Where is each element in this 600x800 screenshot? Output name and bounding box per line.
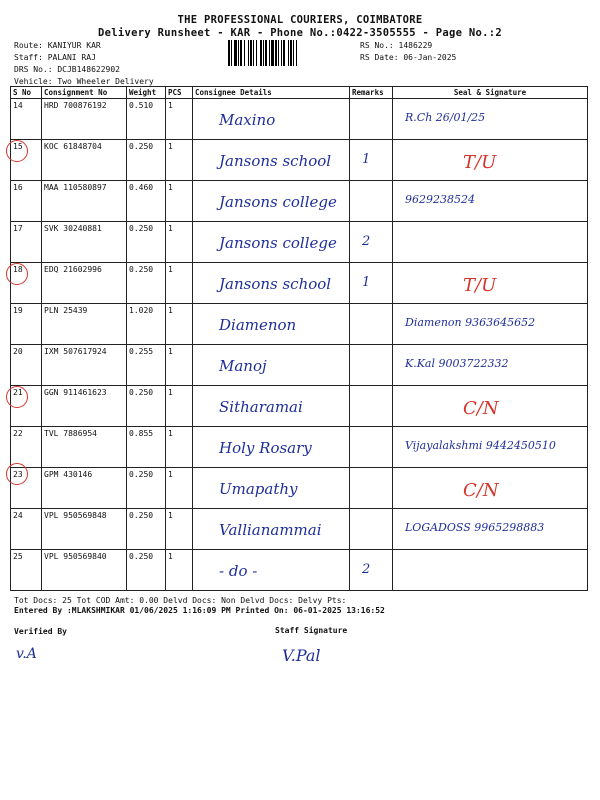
cell-consignment: VPL 950569840 <box>42 550 127 591</box>
cell-pcs: 1 <box>166 99 193 140</box>
remark-handwriting: 1 <box>362 152 371 167</box>
cell-remarks <box>350 263 393 304</box>
cell-consignee <box>193 140 350 181</box>
table-row <box>11 550 588 591</box>
cell-pcs: 1 <box>166 386 193 427</box>
cell-consignee <box>193 304 350 345</box>
cell-consignee <box>193 181 350 222</box>
sno-circle-23 <box>6 463 28 485</box>
cell-consignee <box>193 550 350 591</box>
cell-sno: 17 <box>11 222 42 263</box>
consignee-handwriting: Jansons school <box>219 152 332 170</box>
staff-label: Staff: PALANI RAJ <box>14 53 96 62</box>
cell-remarks <box>350 386 393 427</box>
table-row <box>11 468 588 509</box>
table-header-row <box>11 87 588 99</box>
table-row <box>11 509 588 550</box>
cell-pcs: 1 <box>166 550 193 591</box>
route-label: Route: KANIYUR KAR <box>14 41 101 50</box>
cell-pcs: 1 <box>166 181 193 222</box>
consignee-handwriting: Umapathy <box>219 480 298 498</box>
consignee-handwriting: Holy Rosary <box>219 439 312 457</box>
cell-seal-signature <box>393 263 588 304</box>
runsheet-table <box>10 86 588 591</box>
seal-handwriting: C/N <box>463 398 499 419</box>
totals-line: Tot Docs: 25 Tot COD Amt: 0.00 Delvd Docs: Non Delvd Docs: Delvy Pts: <box>14 596 347 605</box>
col-header-sno: S No <box>11 87 42 99</box>
cell-weight: 0.255 <box>127 345 166 386</box>
cell-remarks <box>350 468 393 509</box>
seal-handwriting: LOGADOSS 9965298883 <box>405 521 545 534</box>
cell-seal-signature <box>393 427 588 468</box>
cell-consignee <box>193 345 350 386</box>
cell-pcs: 1 <box>166 263 193 304</box>
cell-sno: 14 <box>11 99 42 140</box>
table-row <box>11 181 588 222</box>
consignee-handwriting: Sitharamai <box>219 398 303 416</box>
verified-by-label: Verified By <box>14 627 67 636</box>
cell-sno: 22 <box>11 427 42 468</box>
seal-handwriting: Diamenon 9363645652 <box>405 316 536 329</box>
cell-weight: 0.250 <box>127 222 166 263</box>
cell-weight: 0.510 <box>127 99 166 140</box>
cell-pcs: 1 <box>166 468 193 509</box>
remark-handwriting: 2 <box>362 562 371 577</box>
cell-seal-signature <box>393 386 588 427</box>
table-row <box>11 304 588 345</box>
cell-seal-signature <box>393 181 588 222</box>
cell-consignment: IXM 507617924 <box>42 345 127 386</box>
table-row <box>11 263 588 304</box>
consignee-handwriting: Diamenon <box>219 316 297 334</box>
cell-consignee <box>193 222 350 263</box>
cell-sno: 18 <box>11 263 42 304</box>
cell-weight: 0.250 <box>127 263 166 304</box>
sno-circle-15 <box>6 140 28 162</box>
remark-handwriting: 2 <box>362 234 371 249</box>
cell-seal-signature <box>393 304 588 345</box>
col-header-pcs: PCS <box>166 87 193 99</box>
cell-seal-signature <box>393 550 588 591</box>
cell-consignment: EDQ 21602996 <box>42 263 127 304</box>
cell-sno: 19 <box>11 304 42 345</box>
cell-consignee <box>193 468 350 509</box>
table-row <box>11 427 588 468</box>
cell-seal-signature <box>393 345 588 386</box>
cell-seal-signature <box>393 99 588 140</box>
cell-pcs: 1 <box>166 222 193 263</box>
staff-signature: V.Pal <box>282 646 321 665</box>
seal-handwriting: R.Ch 26/01/25 <box>405 111 486 124</box>
table-row <box>11 140 588 181</box>
cell-sno: 25 <box>11 550 42 591</box>
header-right-info <box>360 40 456 64</box>
cell-pcs: 1 <box>166 427 193 468</box>
cell-seal-signature <box>393 509 588 550</box>
barcode-bar <box>297 40 299 66</box>
consignee-handwriting: Jansons college <box>219 234 337 252</box>
barcode-image <box>228 40 350 66</box>
cell-remarks <box>350 99 393 140</box>
consignee-handwriting: Jansons college <box>219 193 337 211</box>
cell-seal-signature <box>393 468 588 509</box>
vehicle-label: Vehicle: Two Wheeler Delivery <box>14 77 154 86</box>
cell-weight: 0.250 <box>127 550 166 591</box>
cell-sno: 21 <box>11 386 42 427</box>
drs-number: DRS No.: DCJB148622902 <box>14 65 120 74</box>
cell-consignment: MAA 110580897 <box>42 181 127 222</box>
col-header-consignment: Consignment No <box>42 87 127 99</box>
consignee-handwriting: - do - <box>219 562 258 580</box>
header-left-info <box>14 40 154 88</box>
cell-remarks <box>350 304 393 345</box>
cell-sno: 23 <box>11 468 42 509</box>
cell-weight: 1.020 <box>127 304 166 345</box>
rs-date: RS Date: 06-Jan-2025 <box>360 53 457 62</box>
consignee-handwriting: Jansons school <box>219 275 332 293</box>
cell-weight: 0.250 <box>127 140 166 181</box>
cell-weight: 0.460 <box>127 181 166 222</box>
col-header-weight: Weight <box>127 87 166 99</box>
cell-sno: 20 <box>11 345 42 386</box>
consignee-handwriting: Maxino <box>219 111 276 129</box>
cell-weight: 0.855 <box>127 427 166 468</box>
cell-remarks <box>350 550 393 591</box>
seal-handwriting: T/U <box>463 275 497 296</box>
consignee-handwriting: Manoj <box>219 357 267 375</box>
cell-seal-signature <box>393 222 588 263</box>
cell-remarks <box>350 222 393 263</box>
table-row <box>11 345 588 386</box>
sno-circle-21 <box>6 386 28 408</box>
seal-handwriting: K.Kal 9003722332 <box>405 357 509 370</box>
cell-consignment: TVL 7886954 <box>42 427 127 468</box>
cell-weight: 0.250 <box>127 468 166 509</box>
sno-circle-18 <box>6 263 28 285</box>
cell-consignee <box>193 386 350 427</box>
cell-consignment: PLN 25439 <box>42 304 127 345</box>
col-header-seal: Seal & Signature <box>393 87 588 99</box>
cell-sno: 15 <box>11 140 42 181</box>
cell-sno: 24 <box>11 509 42 550</box>
cell-seal-signature <box>393 140 588 181</box>
cell-sno: 16 <box>11 181 42 222</box>
seal-handwriting: T/U <box>463 152 497 173</box>
verified-signature: v.A <box>16 646 37 662</box>
cell-consignment: KOC 61848704 <box>42 140 127 181</box>
col-header-consignee: Consignee Details <box>193 87 350 99</box>
cell-consignment: GGN 911461623 <box>42 386 127 427</box>
cell-consignee <box>193 509 350 550</box>
cell-remarks <box>350 345 393 386</box>
cell-consignment: VPL 950569848 <box>42 509 127 550</box>
rs-number: RS No.: 1486229 <box>360 41 433 50</box>
cell-consignee <box>193 99 350 140</box>
cell-remarks <box>350 181 393 222</box>
remark-handwriting: 1 <box>362 275 371 290</box>
cell-pcs: 1 <box>166 509 193 550</box>
cell-remarks <box>350 140 393 181</box>
cell-remarks <box>350 509 393 550</box>
table-row <box>11 222 588 263</box>
consignee-handwriting: Vallianammai <box>219 521 322 539</box>
table-row <box>11 99 588 140</box>
cell-weight: 0.250 <box>127 386 166 427</box>
cell-pcs: 1 <box>166 345 193 386</box>
cell-weight: 0.250 <box>127 509 166 550</box>
seal-handwriting: C/N <box>463 480 499 501</box>
col-header-remarks: Remarks <box>350 87 393 99</box>
table-row <box>11 386 588 427</box>
seal-handwriting: Vijayalakshmi 9442450510 <box>405 439 556 452</box>
cell-consignment: HRD 700876192 <box>42 99 127 140</box>
cell-consignment: SVK 30240881 <box>42 222 127 263</box>
staff-signature-label: Staff Signature <box>275 626 348 635</box>
cell-consignee <box>193 263 350 304</box>
seal-handwriting: 9629238524 <box>405 193 475 206</box>
cell-consignment: GPM 430146 <box>42 468 127 509</box>
runsheet-subtitle: Delivery Runsheet - KAR - Phone No.:0422-3505555 - Page No.:2 <box>98 27 502 39</box>
cell-remarks <box>350 427 393 468</box>
document-title: THE PROFESSIONAL COURIERS, COIMBATORE <box>177 14 423 26</box>
cell-consignee <box>193 427 350 468</box>
entered-by-line: Entered By :MLAKSHMIKAR 01/06/2025 1:16:09 PM Printed On: 06-01-2025 13:16:52 <box>14 606 385 615</box>
cell-pcs: 1 <box>166 304 193 345</box>
cell-pcs: 1 <box>166 140 193 181</box>
